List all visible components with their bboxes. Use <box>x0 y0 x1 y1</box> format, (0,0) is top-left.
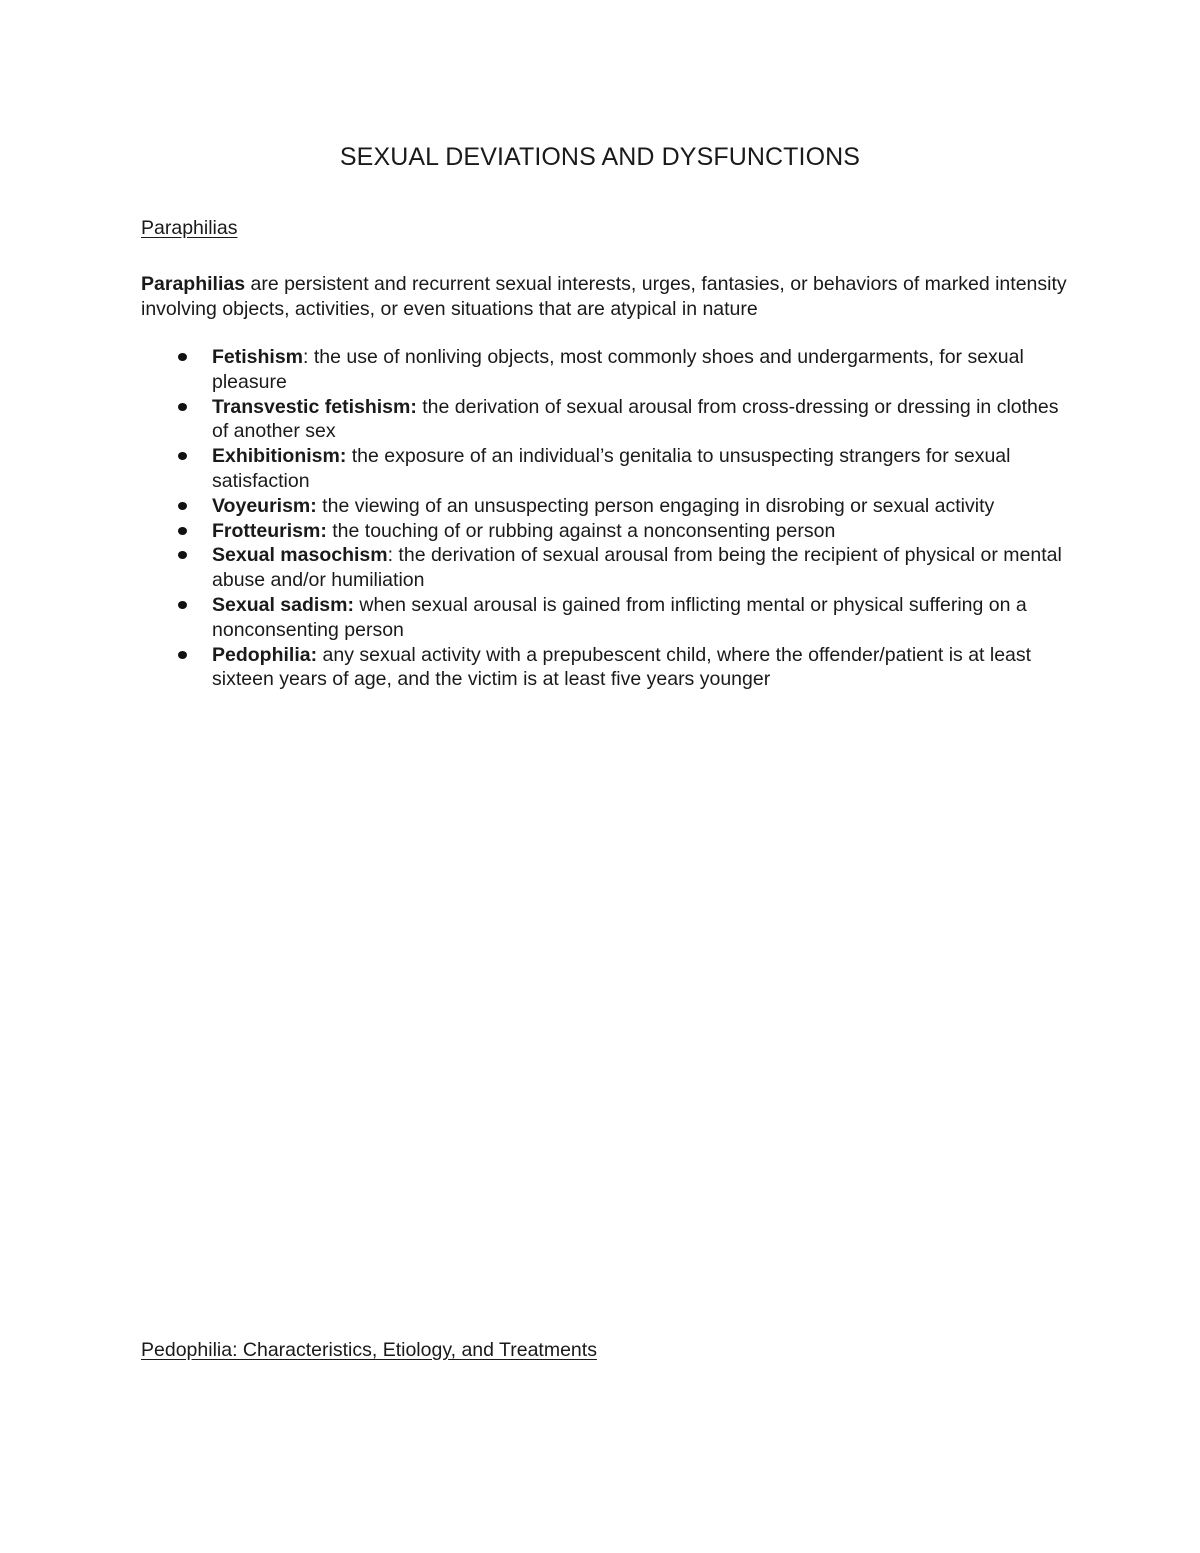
list-item-term: Transvestic fetishism: <box>212 395 417 418</box>
section-heading-pedophilia: Pedophilia: Characteristics, Etiology, and Treatments <box>141 1339 597 1361</box>
section-heading-paraphilias: Paraphilias <box>141 217 238 239</box>
paraphilia-list <box>141 345 1071 692</box>
list-item-term: Exhibitionism: <box>212 445 347 468</box>
bullet-icon <box>178 502 187 510</box>
bullet-icon <box>178 527 187 535</box>
list-item-definition: the touching of or rubbing against a nonconsenting person <box>326 519 836 542</box>
list-item-definition: any sexual activity with a prepubescent child, where the offender/patient is at least sixteen years of age, and the victim is at least five years younger <box>212 643 1032 691</box>
list-item-definition: : the derivation of sexual arousal from being the recipient of physical or mental abuse and/or humiliation <box>212 544 1062 592</box>
bullet-icon <box>178 651 187 659</box>
list-item <box>141 444 1071 494</box>
list-item-term: Voyeurism: <box>212 494 317 517</box>
intro-term: Paraphilias <box>141 273 246 295</box>
bullet-icon <box>178 452 187 460</box>
bullet-icon <box>178 353 187 361</box>
intro-paragraph <box>141 272 1071 322</box>
list-item <box>141 543 1071 593</box>
list-item <box>141 395 1071 445</box>
list-item-definition: when sexual arousal is gained from inflicting mental or physical suffering on a nonconsenting person <box>212 593 1027 641</box>
list-item-definition: the exposure of an individual’s genitalia to unsuspecting strangers for sexual satisfaction <box>212 445 1011 492</box>
intro-text: are persistent and recurrent sexual interests, urges, fantasies, or behaviors of marked intensity involving objects, activities, or even situations that are atypical in nature <box>141 273 1067 320</box>
list-item-definition: the derivation of sexual arousal from cross-dressing or dressing in clothes of another sex <box>212 395 1059 443</box>
list-item <box>141 494 1071 519</box>
page-title: SEXUAL DEVIATIONS AND DYSFUNCTIONS <box>339 143 861 171</box>
list-item-term: Fetishism <box>212 346 304 368</box>
list-item <box>141 345 1071 395</box>
list-item <box>141 519 1071 544</box>
bullet-icon <box>178 601 187 609</box>
list-item-definition: the viewing of an unsuspecting person engaging in disrobing or sexual activity <box>316 494 995 517</box>
list-item <box>141 593 1071 643</box>
list-item <box>141 643 1071 693</box>
bullet-icon <box>178 403 187 411</box>
list-item-term: Sexual sadism: <box>212 593 354 616</box>
list-item-term: Pedophilia: <box>212 643 318 666</box>
list-item-term: Sexual masochism <box>212 544 388 567</box>
bullet-icon <box>178 551 187 559</box>
list-item-definition: : the use of nonliving objects, most commonly shoes and undergarments, for sexual pleasure <box>212 346 1024 393</box>
list-item-term: Frotteurism: <box>212 519 327 542</box>
